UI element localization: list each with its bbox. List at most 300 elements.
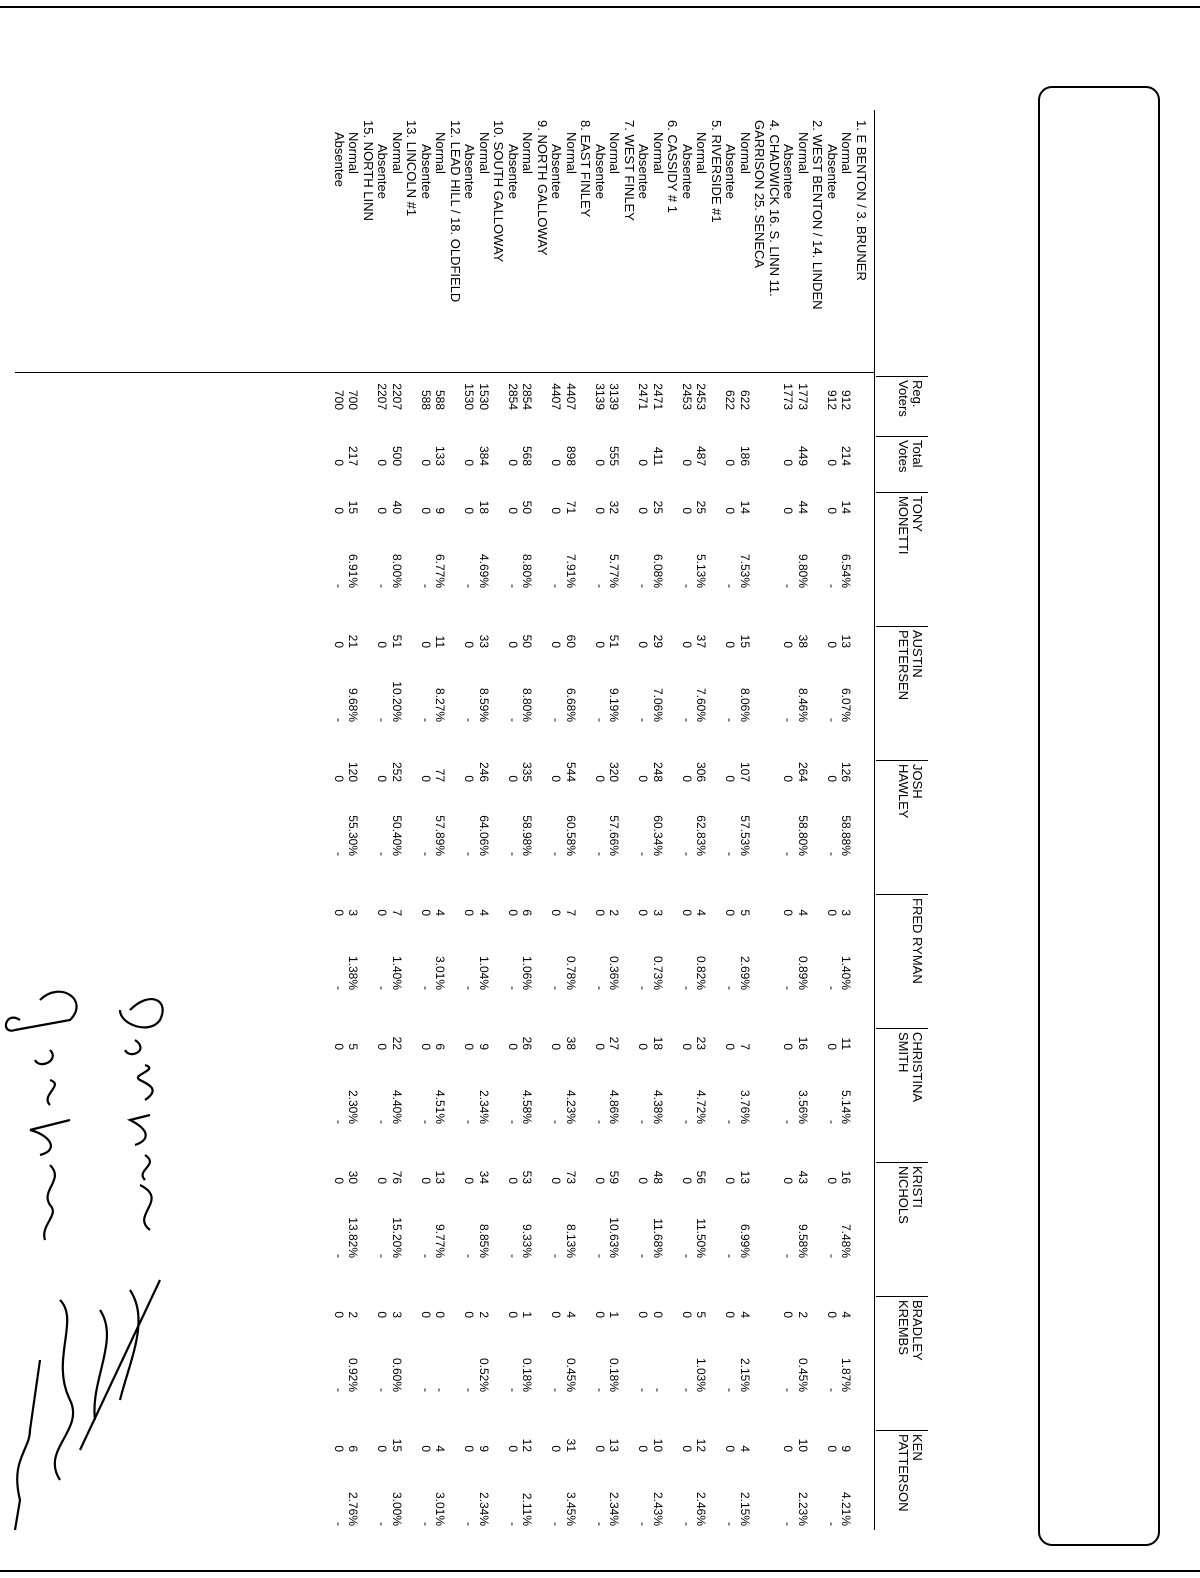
candidate-votes-cell: 0 [462, 1311, 477, 1318]
report-header-box [1038, 86, 1160, 1546]
candidate-pct-cell: - [332, 852, 346, 856]
candidate-votes-cell: 0 [332, 641, 346, 648]
candidate-pct-cell: 9.80% [796, 553, 810, 588]
reg-voters-cell: 2207 [390, 383, 404, 410]
reg-voters-cell: 588 [433, 389, 448, 410]
jurisdiction-label: 2. WEST BENTON / 14. LINDEN [810, 120, 826, 310]
candidate-votes-cell: 264 [796, 761, 810, 782]
candidate-pct-cell: 8.46% [796, 687, 810, 722]
candidate-votes-cell: 11 [433, 635, 448, 648]
candidate-votes-cell: 13 [839, 634, 854, 648]
jurisdiction-label: 8. EAST FINLEY [578, 120, 594, 218]
column-separator [876, 436, 928, 437]
candidate-votes-cell: 0 [462, 1177, 477, 1184]
candidate-votes-cell: 71 [564, 500, 578, 514]
candidate-votes-cell: 0 [549, 1177, 564, 1184]
candidate-pct-cell: 9.68% [346, 687, 361, 722]
candidate-votes-cell: 4 [796, 909, 810, 916]
candidate-pct-cell: - [506, 718, 520, 722]
reg-voters-cell: 2207 [375, 383, 390, 410]
candidate-pct-cell: 8.59% [477, 687, 491, 722]
candidate-pct-cell: 8.85% [477, 1223, 491, 1258]
candidate-pct-cell: 2.34% [477, 1491, 491, 1526]
candidate-pct-cell: 0.60% [390, 1357, 404, 1392]
candidate-pct-cell: - [506, 852, 520, 856]
candidate-pct-cell: - [506, 1120, 520, 1124]
candidate-votes-cell: 0 [549, 1445, 564, 1452]
candidate-pct-cell: 6.68% [564, 687, 578, 722]
candidate-pct-cell: 3.01% [433, 1491, 448, 1526]
col-candidate-3 [910, 898, 924, 984]
candidate-votes-cell: 0 [462, 507, 477, 514]
candidate-votes-cell: 0 [332, 775, 346, 782]
candidate-votes-cell: 0 [781, 641, 796, 648]
candidate-votes-cell: 9 [477, 1445, 491, 1452]
candidate-votes-cell: 14 [839, 500, 854, 514]
candidate-votes-cell: 25 [651, 500, 665, 514]
candidate-votes-cell: 0 [593, 641, 607, 648]
candidate-votes-cell: 4 [738, 1445, 752, 1452]
candidate-pct-cell: 0.18% [607, 1357, 622, 1392]
vote-type-label: Normal [839, 132, 855, 174]
candidate-pct-cell: - [332, 1522, 346, 1526]
candidate-votes-cell: 0 [680, 1445, 694, 1452]
vote-type-label: Normal [796, 132, 811, 174]
candidate-votes-cell: 0 [506, 909, 520, 916]
candidate-votes-cell: 0 [781, 775, 796, 782]
vote-type-label: Normal [433, 132, 449, 174]
candidate-votes-cell: 0 [332, 1043, 346, 1050]
reg-voters-cell: 1530 [477, 383, 491, 410]
candidate-pct-cell: 6.91% [346, 553, 361, 588]
candidate-pct-cell: - [462, 1254, 477, 1258]
label-column-rule [15, 372, 875, 373]
reg-voters-cell: 912 [839, 389, 854, 410]
candidate-pct-cell: - [549, 584, 564, 588]
candidate-votes-cell: 0 [593, 507, 607, 514]
candidate-votes-cell: 60 [564, 634, 578, 648]
candidate-votes-cell: 0 [332, 1311, 346, 1318]
candidate-votes-cell: 10 [796, 1438, 810, 1452]
candidate-pct-cell: - [419, 718, 433, 722]
total-votes-cell: 214 [839, 445, 854, 466]
candidate-pct-cell: 0.78% [564, 955, 578, 990]
candidate-pct-cell: - [636, 718, 651, 722]
candidate-pct-cell: - [419, 852, 433, 856]
candidate-pct-cell: 6.54% [839, 553, 854, 588]
total-votes-cell: 384 [477, 445, 491, 466]
candidate-votes-cell: 0 [506, 507, 520, 514]
candidate-votes-cell: 15 [346, 500, 361, 514]
candidate-pct-cell: 50.40% [390, 815, 404, 856]
candidate-votes-cell: 0 [781, 1311, 796, 1318]
candidate-pct-cell: - [375, 718, 390, 722]
candidate-votes-cell: 0 [636, 641, 651, 648]
vote-type-label: Normal [651, 132, 666, 174]
candidate-pct-cell: 1.40% [839, 955, 854, 990]
candidate-pct-cell: - [549, 718, 564, 722]
candidate-votes-cell: 40 [390, 500, 404, 514]
candidate-pct-cell: - [825, 584, 839, 588]
candidate-pct-cell: - [781, 1254, 796, 1258]
candidate-pct-cell: 7.60% [694, 687, 709, 722]
candidate-votes-cell: 335 [520, 761, 535, 782]
candidate-votes-cell: 44 [796, 500, 810, 514]
candidate-pct-cell: - [636, 852, 651, 856]
candidate-pct-cell: 6.77% [433, 553, 448, 588]
candidate-votes-cell: 0 [419, 775, 433, 782]
candidate-pct-cell: 6.07% [839, 687, 854, 722]
candidate-pct-cell: - [825, 852, 839, 856]
candidate-votes-cell: 0 [549, 909, 564, 916]
candidate-pct-cell: - [332, 584, 346, 588]
reg-voters-cell: 1773 [796, 383, 810, 410]
candidate-votes-cell: 107 [738, 761, 752, 782]
vote-type-label: Absentee [375, 144, 391, 199]
candidate-pct-cell: 3.56% [796, 1089, 810, 1124]
col-candidate-7-line: KEN [910, 1434, 925, 1461]
candidate-votes-cell: 29 [651, 634, 665, 648]
candidate-votes-cell: 22 [390, 1036, 404, 1050]
candidate-votes-cell: 0 [549, 641, 564, 648]
candidate-votes-cell: 0 [781, 1177, 796, 1184]
candidate-votes-cell: 0 [723, 1445, 738, 1452]
candidate-pct-cell: 5.77% [607, 553, 622, 588]
candidate-pct-cell: - [462, 852, 477, 856]
candidate-pct-cell: 7.91% [564, 553, 578, 588]
candidate-votes-cell: 0 [549, 1043, 564, 1050]
candidate-pct-cell: 5.14% [839, 1089, 854, 1124]
candidate-votes-cell: 50 [520, 634, 535, 648]
total-votes-cell: 0 [781, 459, 796, 466]
vote-type-label: Absentee [332, 132, 347, 187]
candidate-pct-cell: - [462, 1522, 477, 1526]
col-candidate-0 [896, 496, 924, 555]
total-votes-cell: 555 [607, 445, 622, 466]
candidate-pct-cell: 0.52% [477, 1357, 491, 1392]
reg-voters-cell: 4407 [549, 383, 564, 410]
candidate-votes-cell: 4 [433, 909, 448, 916]
candidate-votes-cell: 0 [549, 775, 564, 782]
candidate-votes-cell: 0 [825, 641, 839, 648]
candidate-votes-cell: 53 [520, 1170, 535, 1184]
candidate-votes-cell: 43 [796, 1170, 810, 1184]
candidate-votes-cell: 0 [636, 1043, 651, 1050]
candidate-pct-cell: 0.45% [564, 1357, 578, 1392]
col-candidate-4 [896, 1032, 924, 1102]
candidate-votes-cell: 0 [593, 775, 607, 782]
signature-carl-crouch [120, 999, 163, 1230]
vote-type-label: Normal [738, 132, 753, 174]
candidate-votes-cell: 0 [781, 909, 796, 916]
candidate-votes-cell: 25 [694, 500, 709, 514]
candidate-votes-cell: 0 [723, 641, 738, 648]
candidate-pct-cell: 55.30% [346, 815, 361, 856]
candidate-pct-cell: - [781, 1522, 796, 1526]
candidate-votes-cell: 5 [694, 1311, 709, 1318]
col-candidate-3-line: FRED RYMAN [910, 898, 925, 984]
col-reg-voters-line: Reg. [910, 380, 925, 408]
candidate-pct-cell: - [781, 584, 796, 588]
candidate-pct-cell: - [825, 1254, 839, 1258]
reg-voters-cell: 3139 [607, 383, 622, 410]
candidate-votes-cell: 37 [694, 634, 709, 648]
candidate-pct-cell: - [549, 986, 564, 990]
candidate-votes-cell: 30 [346, 1170, 361, 1184]
candidate-votes-cell: 0 [375, 641, 390, 648]
reg-voters-cell: 2453 [694, 383, 709, 410]
candidate-pct-cell: 1.87% [839, 1357, 854, 1392]
candidate-votes-cell: 0 [549, 1311, 564, 1318]
candidate-pct-cell: - [593, 986, 607, 990]
jurisdiction-label: 1. E BENTON / 3. BRUNER [854, 120, 869, 281]
candidate-pct-cell: - [680, 1388, 694, 1392]
candidate-votes-cell: 3 [839, 909, 854, 916]
candidate-pct-cell: - [375, 852, 390, 856]
column-separator [876, 1162, 928, 1163]
col-candidate-2-line: HAWLEY [896, 764, 911, 819]
candidate-votes-cell: 0 [723, 775, 738, 782]
candidate-pct-cell: 4.40% [390, 1089, 404, 1124]
candidate-pct-cell: - [332, 718, 346, 722]
candidate-pct-cell: - [636, 1388, 651, 1392]
reg-voters-cell: 1773 [781, 383, 796, 410]
candidate-votes-cell: 0 [332, 1177, 346, 1184]
candidate-pct-cell: - [651, 1388, 665, 1392]
col-candidate-0-line: MONETTI [896, 496, 911, 555]
candidate-votes-cell: 0 [506, 1043, 520, 1050]
candidate-pct-cell: 2.46% [694, 1491, 709, 1526]
candidate-votes-cell: 0 [375, 1043, 390, 1050]
candidate-pct-cell: - [723, 1522, 738, 1526]
candidate-votes-cell: 4 [433, 1445, 448, 1452]
candidate-pct-cell: 3.01% [433, 955, 448, 990]
candidate-pct-cell: - [332, 1388, 346, 1392]
candidate-votes-cell: 5 [738, 909, 752, 916]
candidate-votes-cell: 0 [419, 1445, 433, 1452]
candidate-votes-cell: 544 [564, 761, 578, 782]
candidate-votes-cell: 32 [607, 500, 622, 514]
candidate-pct-cell: - [825, 718, 839, 722]
candidate-pct-cell: 9.19% [607, 687, 622, 722]
col-reg-voters [896, 380, 924, 417]
column-separator [876, 1028, 928, 1029]
candidate-pct-cell: - [549, 852, 564, 856]
candidate-pct-cell: 9.77% [433, 1223, 448, 1258]
candidate-pct-cell: 3.45% [564, 1491, 578, 1526]
candidate-votes-cell: 0 [680, 775, 694, 782]
candidate-pct-cell: 2.69% [738, 955, 752, 990]
candidate-votes-cell: 0 [462, 1445, 477, 1452]
candidate-pct-cell: 58.98% [520, 815, 535, 856]
candidate-pct-cell: - [506, 1388, 520, 1392]
reg-voters-cell: 912 [825, 389, 839, 410]
candidate-pct-cell: - [781, 852, 796, 856]
candidate-pct-cell: 10.20% [390, 681, 404, 722]
total-votes-cell: 0 [419, 459, 433, 466]
candidate-pct-cell: - [419, 584, 433, 588]
vote-type-label: Absentee [593, 144, 608, 199]
total-votes-cell: 568 [520, 445, 535, 466]
candidate-pct-cell: - [825, 1522, 839, 1526]
candidate-pct-cell: 4.51% [433, 1089, 448, 1124]
candidate-pct-cell: - [332, 1120, 346, 1124]
candidate-votes-cell: 6 [346, 1445, 361, 1452]
candidate-pct-cell: - [462, 584, 477, 588]
candidate-pct-cell: 57.89% [433, 815, 448, 856]
reg-voters-cell: 622 [738, 389, 752, 410]
candidate-votes-cell: 9 [477, 1043, 491, 1050]
candidate-pct-cell: - [419, 1522, 433, 1526]
candidate-pct-cell: - [825, 1388, 839, 1392]
jurisdiction-label: 13. LINCOLN #1 [404, 120, 420, 217]
candidate-pct-cell: 3.00% [390, 1491, 404, 1526]
candidate-pct-cell: 6.08% [651, 553, 665, 588]
vote-type-label: Normal [520, 132, 536, 174]
reg-voters-cell: 2471 [651, 383, 665, 410]
candidate-votes-cell: 0 [419, 641, 433, 648]
candidate-pct-cell: - [433, 1388, 448, 1392]
candidate-votes-cell: 0 [506, 1177, 520, 1184]
candidate-votes-cell: 252 [390, 761, 404, 782]
candidate-pct-cell: - [723, 1254, 738, 1258]
candidate-pct-cell: - [680, 852, 694, 856]
candidate-pct-cell: - [375, 1388, 390, 1392]
total-votes-cell: 0 [593, 459, 607, 466]
candidate-pct-cell: 1.03% [694, 1357, 709, 1392]
candidate-votes-cell: 0 [825, 1311, 839, 1318]
column-separator [876, 1430, 928, 1431]
candidate-votes-cell: 51 [390, 634, 404, 648]
candidate-votes-cell: 0 [433, 1311, 448, 1318]
candidate-votes-cell: 21 [346, 634, 361, 648]
candidate-votes-cell: 34 [477, 1170, 491, 1184]
candidate-votes-cell: 0 [680, 507, 694, 514]
candidate-votes-cell: 77 [433, 768, 448, 782]
candidate-votes-cell: 0 [462, 1043, 477, 1050]
candidate-pct-cell: 2.34% [477, 1089, 491, 1124]
candidate-votes-cell: 0 [419, 1043, 433, 1050]
candidate-pct-cell: 11.68% [651, 1218, 665, 1258]
candidate-pct-cell: - [723, 986, 738, 990]
candidate-pct-cell: 0.45% [796, 1357, 810, 1392]
candidate-pct-cell: - [375, 584, 390, 588]
candidate-pct-cell: 2.30% [346, 1089, 361, 1124]
candidate-votes-cell: 12 [694, 1438, 709, 1452]
candidate-votes-cell: 0 [332, 507, 346, 514]
candidate-pct-cell: 8.80% [520, 553, 535, 588]
candidate-votes-cell: 50 [520, 500, 535, 514]
candidate-votes-cell: 0 [825, 1043, 839, 1050]
candidate-pct-cell: - [636, 1522, 651, 1526]
candidate-pct-cell: - [593, 1522, 607, 1526]
candidate-pct-cell: - [723, 1120, 738, 1124]
column-separator [876, 626, 928, 627]
candidate-pct-cell: 1.40% [390, 955, 404, 990]
candidate-pct-cell: - [593, 1254, 607, 1258]
candidate-pct-cell: - [332, 1254, 346, 1258]
candidate-pct-cell: 7.53% [738, 553, 752, 588]
col-candidate-6 [896, 1300, 924, 1361]
col-candidate-4-line: SMITH [896, 1032, 911, 1073]
candidate-pct-cell: 0.92% [346, 1357, 361, 1392]
candidate-votes-cell: 0 [825, 775, 839, 782]
candidate-pct-cell: - [723, 1388, 738, 1392]
candidate-votes-cell: 38 [796, 634, 810, 648]
reg-voters-cell: 2453 [680, 383, 694, 410]
candidate-votes-cell: 33 [477, 634, 491, 648]
candidate-pct-cell: - [375, 1120, 390, 1124]
vote-type-label: Absentee [680, 144, 695, 199]
candidate-votes-cell: 6 [520, 909, 535, 916]
candidate-votes-cell: 0 [375, 1311, 390, 1318]
column-separator [876, 492, 928, 493]
candidate-votes-cell: 16 [796, 1036, 810, 1050]
candidate-pct-cell: 8.27% [433, 687, 448, 722]
candidate-votes-cell: 1 [607, 1311, 622, 1318]
candidate-votes-cell: 0 [549, 507, 564, 514]
candidate-votes-cell: 306 [694, 761, 709, 782]
candidate-votes-cell: 0 [419, 507, 433, 514]
candidate-pct-cell: - [781, 986, 796, 990]
candidate-votes-cell: 0 [636, 1311, 651, 1318]
candidate-votes-cell: 0 [375, 909, 390, 916]
candidate-pct-cell: 11.50% [694, 1218, 709, 1258]
col-candidate-7-line: PATTERSON [896, 1434, 911, 1512]
jurisdiction-label: 10. SOUTH GALLOWAY [491, 120, 507, 263]
candidate-votes-cell: 9 [433, 507, 448, 514]
candidate-votes-cell: 0 [636, 775, 651, 782]
total-votes-cell: 0 [332, 459, 346, 466]
candidate-pct-cell: - [680, 986, 694, 990]
col-total-votes-line: Total [910, 440, 925, 468]
candidate-pct-cell: - [680, 1522, 694, 1526]
candidate-votes-cell: 0 [462, 775, 477, 782]
total-votes-cell: 0 [506, 459, 520, 466]
candidate-pct-cell: - [636, 1120, 651, 1124]
candidate-votes-cell: 14 [738, 500, 752, 514]
candidate-votes-cell: 0 [680, 1177, 694, 1184]
total-votes-cell: 500 [390, 445, 404, 466]
candidate-votes-cell: 10 [651, 1438, 665, 1452]
candidate-pct-cell: 7.06% [651, 687, 665, 722]
candidate-pct-cell: 8.13% [564, 1223, 578, 1258]
candidate-votes-cell: 0 [723, 1311, 738, 1318]
candidate-pct-cell: - [506, 986, 520, 990]
total-votes-cell: 0 [825, 459, 839, 466]
candidate-votes-cell: 0 [825, 1177, 839, 1184]
candidate-votes-cell: 0 [636, 1177, 651, 1184]
candidate-pct-cell: - [462, 718, 477, 722]
candidate-pct-cell: - [680, 1254, 694, 1258]
candidate-votes-cell: 27 [607, 1036, 622, 1050]
total-votes-cell: 487 [694, 445, 709, 466]
candidate-votes-cell: 0 [825, 909, 839, 916]
candidate-pct-cell: - [825, 986, 839, 990]
col-candidate-6-line: BRADLEY [910, 1300, 925, 1361]
candidate-pct-cell: - [680, 584, 694, 588]
col-candidate-1-line: PETERSEN [896, 630, 911, 701]
candidate-pct-cell: - [332, 986, 346, 990]
vote-type-label: Normal [390, 132, 405, 174]
candidate-pct-cell: - [419, 1120, 433, 1124]
reg-voters-cell: 3139 [593, 383, 607, 410]
col-candidate-2 [896, 764, 924, 818]
candidate-votes-cell: 0 [723, 1043, 738, 1050]
vote-type-label: Absentee [723, 144, 739, 199]
header-rule [874, 110, 875, 1530]
candidate-votes-cell: 9 [839, 1445, 854, 1452]
